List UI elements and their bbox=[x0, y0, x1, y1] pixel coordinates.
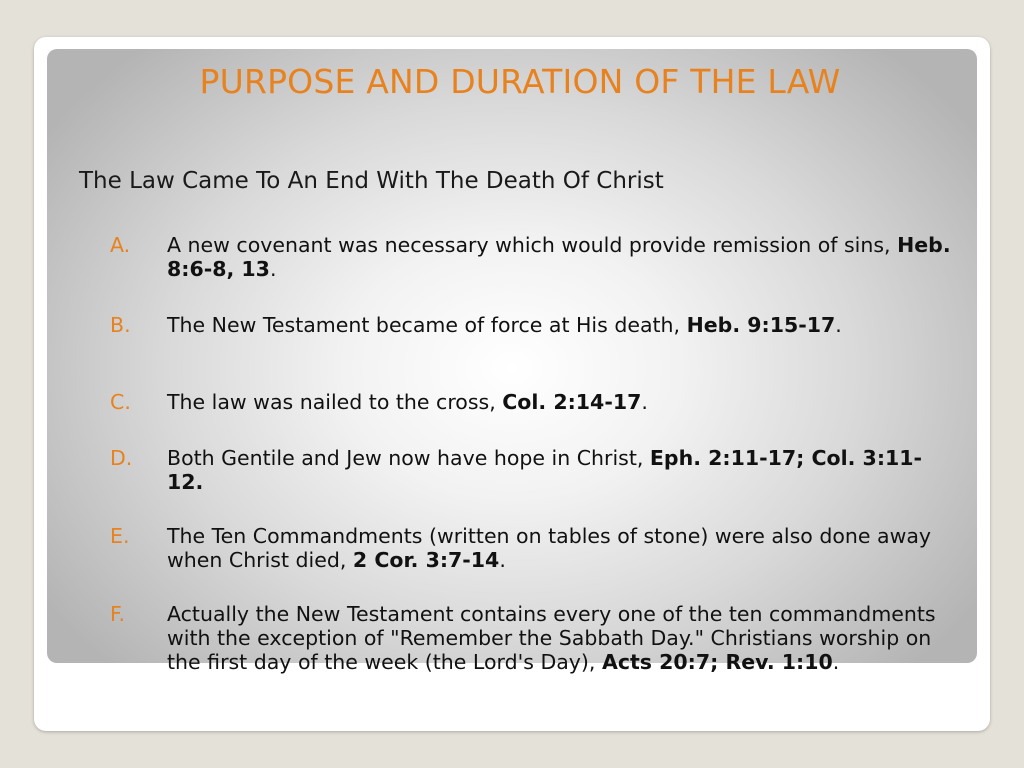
list-item-f bbox=[110, 602, 970, 674]
slide-subtitle: The Law Came To An End With The Death Of Christ bbox=[79, 168, 664, 194]
list-item-text: The Ten Commandments (written on tables of stone) were also done away when Christ died, 2 Cor. 3:7-14. bbox=[167, 524, 932, 572]
list-item-e bbox=[110, 524, 970, 572]
list-item-text: The law was nailed to the cross, Col. 2:14-17. bbox=[167, 390, 648, 414]
list-item-text: Both Gentile and Jew now have hope in Christ, Eph. 2:11-17; Col. 3:11-12. bbox=[167, 446, 923, 494]
list-item-d bbox=[110, 446, 970, 494]
scripture-reference: Acts 20:7; Rev. 1:10 bbox=[601, 650, 833, 674]
list-item-letter: E. bbox=[110, 524, 130, 548]
scripture-reference: Heb. 9:15-17 bbox=[686, 313, 836, 337]
list-item-letter: B. bbox=[110, 313, 131, 337]
list-item-letter: C. bbox=[110, 390, 131, 414]
list-item-text: Actually the New Testament contains every one of the ten commandments with the exception of "Remember the Sabbath Day." Christians worship on the first day of the week (the Lord's Day), Acts 20:7; Rev. 1:10. bbox=[167, 602, 936, 674]
scripture-reference: Col. 2:14-17 bbox=[502, 390, 642, 414]
slide-title: PURPOSE AND DURATION OF THE LAW bbox=[199, 62, 841, 101]
list-item-b bbox=[110, 313, 970, 337]
list-item-letter: A. bbox=[110, 233, 131, 257]
list-item-a bbox=[110, 233, 970, 281]
scripture-reference: 2 Cor. 3:7-14 bbox=[352, 548, 500, 572]
list-item-letter: D. bbox=[110, 446, 133, 470]
list-item-text: A new covenant was necessary which would provide remission of sins, Heb. 8:6-8, 13. bbox=[167, 233, 951, 281]
scripture-reference: Eph. 2:11-17; Col. 3:11-12. bbox=[167, 446, 923, 494]
list-item-c bbox=[110, 390, 970, 414]
list-item-text: The New Testament became of force at His death, Heb. 9:15-17. bbox=[167, 313, 842, 337]
list-item-letter: F. bbox=[110, 602, 126, 626]
scripture-reference: Heb. 8:6-8, 13 bbox=[167, 233, 951, 281]
